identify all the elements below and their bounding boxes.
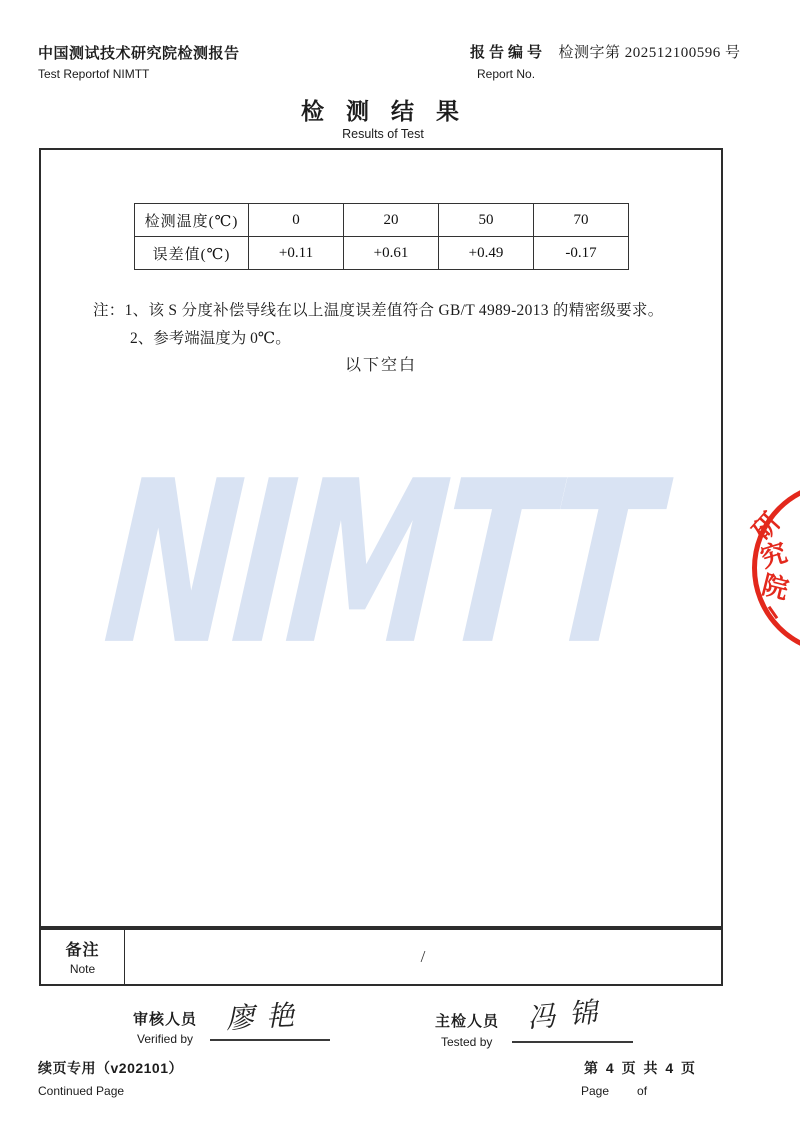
remark-box: [39, 928, 723, 986]
remark-label-en: Note: [69, 962, 96, 976]
temperature-value: 20: [344, 204, 439, 237]
table-row-error: [135, 237, 629, 270]
row-label-error: 误差值(℃): [135, 237, 249, 270]
row-label-temperature: 检测温度(℃): [135, 204, 249, 237]
remark-label-zh: 备注: [65, 942, 100, 959]
report-number-label-zh: 报告编号: [470, 44, 547, 61]
results-frame: [39, 148, 723, 928]
page-subtitle: Results of Test: [342, 127, 424, 141]
report-number-value: 检测字第 202512100596 号: [558, 45, 741, 61]
page-title: 检测结果: [301, 98, 481, 124]
remark-content: /: [420, 947, 426, 966]
error-value: +0.49: [439, 237, 534, 270]
temperature-value: 70: [534, 204, 629, 237]
report-number-label-en: Report No.: [477, 67, 536, 81]
table-row-temperature: [135, 204, 629, 237]
report-number-row: [470, 41, 740, 62]
temperature-value: 50: [439, 204, 534, 237]
verified-by-label-zh: 审核人员: [133, 1011, 198, 1028]
of-word: of: [637, 1084, 648, 1098]
continued-page-label-en: Continued Page: [38, 1084, 125, 1098]
org-title-en: Test Reportof NIMTT: [38, 67, 150, 81]
verified-signature: 廖艳: [225, 997, 307, 1036]
temperature-value: 0: [249, 204, 344, 237]
seal-character: 究: [757, 537, 791, 574]
results-table: [134, 203, 629, 270]
tested-signature: 冯锦: [525, 994, 613, 1035]
remark-label-cell: [41, 930, 125, 984]
page-number-en: [581, 1084, 647, 1098]
org-title-zh: 中国测试技术研究院检测报告: [38, 45, 240, 62]
verified-by-label-en: Verified by: [137, 1032, 194, 1046]
continued-page-label-zh: 续页专用（v202101）: [38, 1060, 184, 1076]
error-value: -0.17: [534, 237, 629, 270]
blank-below-marker: 以下空白: [344, 357, 417, 374]
error-value: +0.11: [249, 237, 344, 270]
note-line-1: 注：1、该 S 分度补偿导线在以上温度误差值符合 GB/T 4989-2013 的精密级要求。: [93, 302, 664, 319]
note-line-2: 2、参考端温度为 0℃。: [130, 330, 291, 347]
tested-by-label-zh: 主检人员: [435, 1013, 500, 1030]
seal-character: 研: [747, 507, 787, 547]
page-number-zh: 第 4 页 共 4 页: [584, 1060, 698, 1076]
error-value: +0.61: [344, 237, 439, 270]
seal-character: 院: [758, 570, 792, 605]
page-word: Page: [581, 1084, 610, 1098]
watermark-text: NIMTT: [96, 433, 663, 695]
tested-by-label-en: Tested by: [441, 1035, 493, 1049]
